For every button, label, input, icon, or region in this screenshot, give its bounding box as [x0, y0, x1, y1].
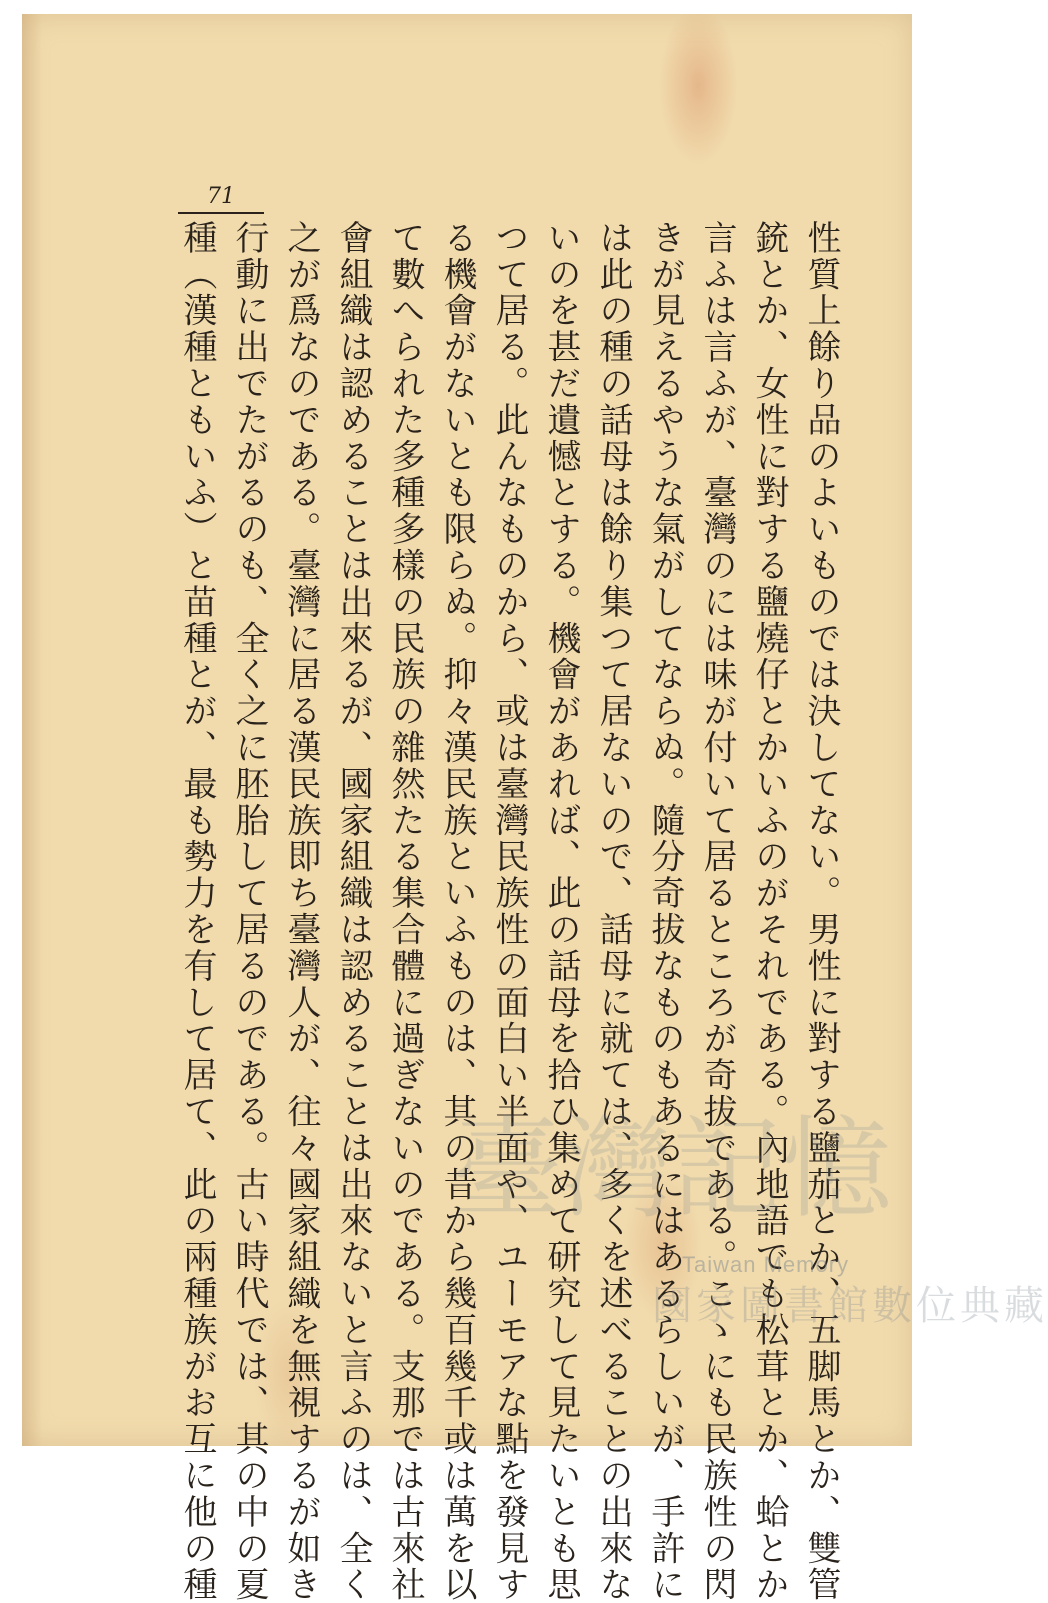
page-number: 71 [178, 186, 264, 214]
text-column: いのを甚だ遺憾とする。機會があれば、此の話母を拾ひ集めて研究して見たいとも思 [541, 220, 581, 1603]
text-column: 言ふは言ふが、臺灣のには味が付いて居るところが奇拔である。こゝにも民族性の閃 [697, 220, 737, 1603]
book-page [22, 14, 1048, 1603]
text-column: 會組織は認めることは出來るが、國家組織は認めることは出來ないと言ふのは、全く [333, 220, 373, 1603]
watermark-cjk: 國家圖書館數位典藏 [652, 1283, 1048, 1329]
text-column: る機會がないとも限らぬ。抑々漢民族といふものは、其の昔から幾百幾千或は萬を以 [437, 220, 477, 1603]
text-column: 性質上餘り品のよいものでは決してない。男性に對する鹽茄とか、五脚馬とか、雙管 [801, 220, 841, 1603]
text-column: 之が爲なのである。臺灣に居る漢民族即ち臺灣人が、往々國家組織を無視するが如き [281, 220, 321, 1603]
text-column: つて居る。此んなものから、或は臺灣民族性の面白い半面や、ユーモアな點を發見す [489, 220, 529, 1603]
text-column: 種（漢種ともいふ）と苗種とが、最も勢力を有して居て、此の兩種族がお互に他の種 [177, 220, 217, 1603]
text-column: 行動に出でたがるのも、全く之に胚胎して居るのである。古い時代では、其の中の夏 [229, 220, 269, 1603]
text-column: は此の種の話母は餘り集つて居ないので、話母に就ては、多くを述べることの出來な [593, 220, 633, 1603]
watermark-latin: Taiwan Memory [682, 1252, 850, 1277]
text-column: きが見えるやうな氣がしてならぬ。隨分奇拔なものもあるにはあるらしいが、手許に [645, 220, 685, 1603]
text-column: て數へられた多種多樣の民族の雜然たる集合體に過ぎないのである。支那では古來社 [385, 220, 425, 1603]
text-column: 銃とか、女性に對する鹽燒仔とかいふのがそれである。內地語でも松茸とか、蛤とか [749, 220, 789, 1603]
watermark-seal-logo: 臺灣記憶 [452, 1105, 892, 1233]
